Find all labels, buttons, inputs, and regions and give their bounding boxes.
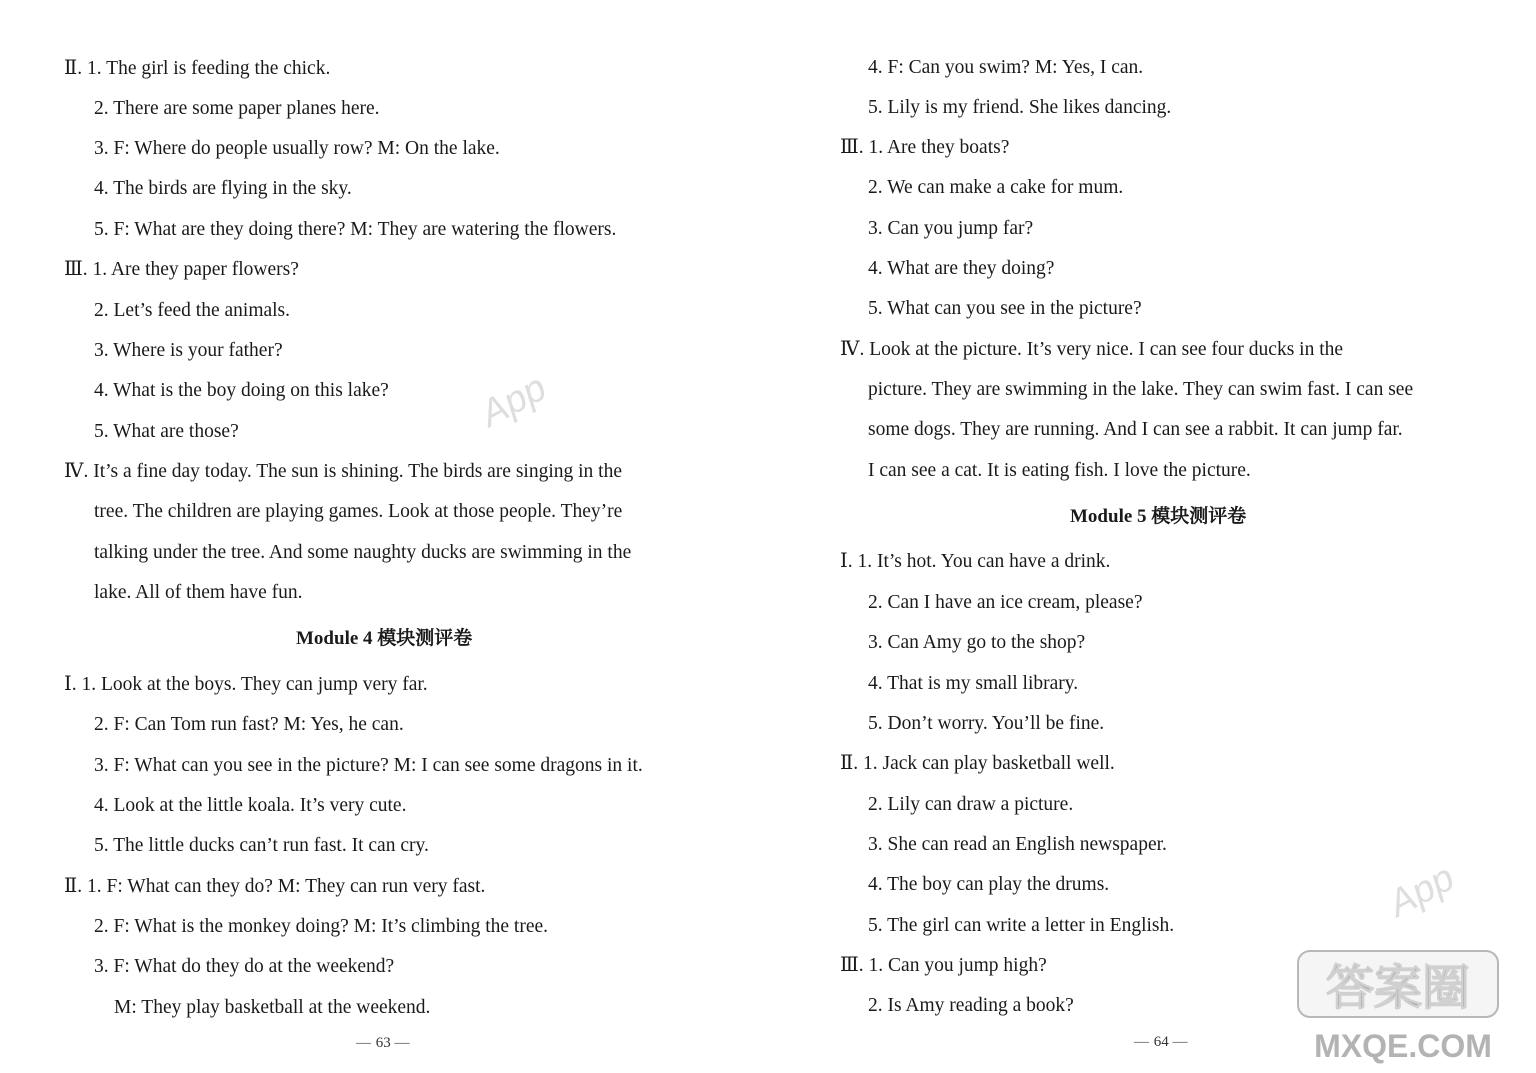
text-line: 3. F: What do they do at the weekend?	[94, 956, 395, 977]
text-line: 3. She can read an English newspaper.	[868, 834, 1167, 855]
text-line: 2. There are some paper planes here.	[94, 98, 380, 119]
watermark: App	[473, 366, 554, 436]
text-line: Ⅲ. 1. Are they boats?	[840, 137, 1010, 158]
text-line: Ⅱ. 1. F: What can they do? M: They can run very fast.	[64, 876, 486, 897]
text-line: Ⅱ. 1. The girl is feeding the chick.	[64, 58, 331, 79]
text-line: 3. F: What can you see in the picture? M: I can see some dragons in it.	[94, 755, 643, 776]
text-line: 5. The little ducks can’t run fast. It can cry.	[94, 835, 429, 856]
page-number: — 64 —	[1134, 1034, 1189, 1050]
text-line: tree. The children are playing games. Look at those people. They’re	[94, 501, 623, 522]
text-line: 2. Let’s feed the animals.	[94, 300, 291, 321]
text-line: 3. Where is your father?	[94, 340, 283, 361]
watermark: App	[1381, 856, 1462, 926]
text-line: Ⅰ. 1. It’s hot. You can have a drink.	[840, 551, 1111, 572]
page-number-value: 64	[1153, 1034, 1169, 1050]
text-line: 5. The girl can write a letter in English.	[868, 915, 1175, 936]
text-line: 5. Don’t worry. You’ll be fine.	[868, 713, 1105, 734]
logo-text: 答案圈	[1325, 960, 1471, 1016]
text-line: 2. F: What is the monkey doing? M: It’s climbing the tree.	[94, 916, 549, 937]
text-line: 2. Is Amy reading a book?	[868, 995, 1074, 1016]
text-line: 4. What are they doing?	[868, 258, 1055, 279]
text-line: 4. That is my small library.	[868, 673, 1079, 694]
text-line: 5. What are those?	[94, 421, 239, 442]
text-line: Ⅲ. 1. Can you jump high?	[840, 955, 1047, 976]
text-line: Ⅰ. 1. Look at the boys. They can jump very far.	[64, 674, 428, 695]
text-line: 2. Can I have an ice cream, please?	[868, 592, 1143, 613]
text-line: 4. F: Can you swim? M: Yes, I can.	[868, 57, 1144, 78]
text-line: lake. All of them have fun.	[94, 582, 303, 603]
text-line: Ⅲ. 1. Are they paper flowers?	[64, 259, 299, 280]
text-line: 3. F: Where do people usually row? M: On the lake.	[94, 138, 500, 159]
page-number-value: 63	[375, 1035, 391, 1051]
text-line: I can see a cat. It is eating fish. I love the picture.	[868, 460, 1251, 481]
section-heading: Module 5 模块测评卷	[1070, 506, 1247, 527]
text-line: 4. What is the boy doing on this lake?	[94, 380, 389, 401]
right-page	[768, 0, 1536, 1073]
text-line: 3. Can Amy go to the shop?	[868, 632, 1086, 653]
text-line: some dogs. They are running. And I can see a rabbit. It can jump far.	[868, 419, 1403, 440]
text-line: talking under the tree. And some naughty ducks are swimming in the	[94, 542, 632, 563]
page-number: — 63 —	[356, 1035, 411, 1051]
text-line: 2. Lily can draw a picture.	[868, 794, 1074, 815]
text-line: Ⅱ. 1. Jack can play basketball well.	[840, 753, 1115, 774]
logo-url: MXQE.COM	[1314, 1028, 1492, 1064]
section-heading: Module 4 模块测评卷	[296, 628, 473, 649]
site-logo-watermark	[1278, 929, 1528, 1069]
text-line: 5. F: What are they doing there? M: They are watering the flowers.	[94, 219, 617, 240]
text-line: 3. Can you jump far?	[868, 218, 1034, 239]
text-line: 2. We can make a cake for mum.	[868, 177, 1124, 198]
text-line: Ⅳ. Look at the picture. It’s very nice. I can see four ducks in the	[840, 339, 1344, 360]
text-line: M: They play basketball at the weekend.	[114, 997, 431, 1018]
text-line: Ⅳ. It’s a fine day today. The sun is shining. The birds are singing in the	[64, 461, 622, 482]
text-line: 5. What can you see in the picture?	[868, 298, 1142, 319]
text-line: 4. The boy can play the drums.	[868, 874, 1110, 895]
text-line: 5. Lily is my friend. She likes dancing.	[868, 97, 1172, 118]
text-line: 4. The birds are flying in the sky.	[94, 178, 352, 199]
text-line: 2. F: Can Tom run fast? M: Yes, he can.	[94, 714, 404, 735]
text-line: picture. They are swimming in the lake. They can swim fast. I can see	[868, 379, 1414, 400]
text-line: 4. Look at the little koala. It’s very cute.	[94, 795, 407, 816]
